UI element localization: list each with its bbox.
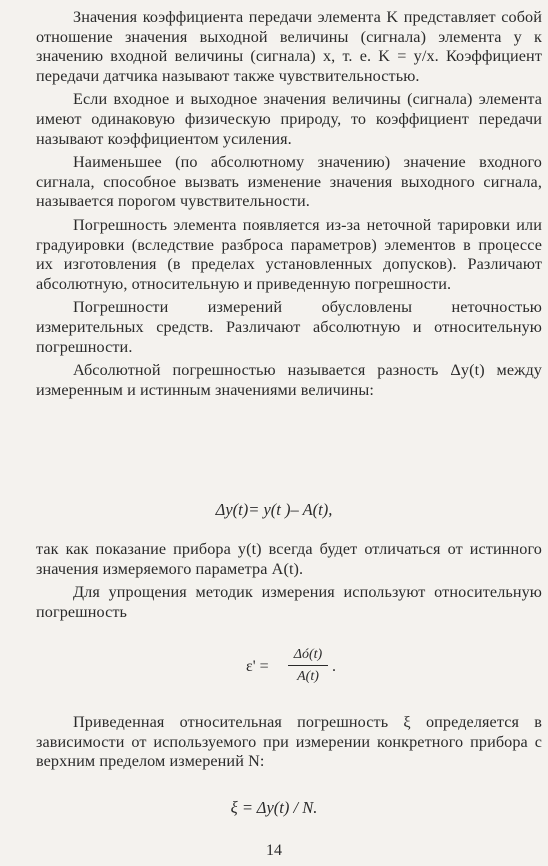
paragraph: Если входное и выходное значения величины (сигнала) элемента имеют одинаковую физическую природу, то коэффициент передачи называют коэффициентом усиления. <box>36 90 542 148</box>
fraction-numerator: Δó(t) <box>293 647 323 662</box>
paragraph: Погрешности измерений обусловлены неточностью измерительных средств. Различают абсолютную и относительную погрешности. <box>36 298 542 356</box>
paragraph: Наименьшее (по абсолютному значению) значение входного сигнала, способное вызвать изменение значения выходного сигнала, называется порогом чувствительности. <box>36 153 542 211</box>
paragraph: Значения коэффициента передачи элемента K представляет собой отношение значения выходной величины (сигнала) элемента y к значению входной величины (сигнала) x, т. е. K = y/x. Коэффициент передачи датчика называют также чувствительностью. <box>36 8 542 85</box>
text-block-bottom <box>36 713 542 772</box>
fraction <box>288 646 328 686</box>
fraction-denominator: A(t) <box>297 669 319 684</box>
formula-absolute-error: Δy(t)= y(t )– A(t), <box>215 500 333 519</box>
formula-reduced-error: ξ = Δy(t) / N. <box>230 798 318 817</box>
paragraph: Погрешность элемента появляется из-за неточной тарировки или градуировки (вследствие разброса параметров) элементов в процессе их изготовления (в пределах установленных допусков). Различают абсолютную, относительную и приведенную погрешности. <box>36 215 542 293</box>
paragraph: Абсолютной погрешностью называется разность Δy(t) между измеренным и истинным значениями величины: <box>36 361 542 399</box>
formula-trail: . <box>332 658 336 675</box>
page-number: 14 <box>266 842 282 859</box>
paragraph: Для упрощения методик измерения используют относительную погрешность <box>36 583 542 621</box>
paragraph: Приведенная относительная погрешность ξ определяется в зависимости от используемого при измерении конкретного прибора с верхним пределом измерений N: <box>36 713 542 771</box>
text-block-top <box>36 8 542 400</box>
text-block-mid <box>36 540 542 622</box>
paragraph: так как показание прибора y(t) всегда будет отличаться от истинного значения измеряемого параметра A(t). <box>36 540 542 578</box>
formula-lhs: ε' = <box>246 658 269 675</box>
fraction-bar <box>288 665 328 666</box>
